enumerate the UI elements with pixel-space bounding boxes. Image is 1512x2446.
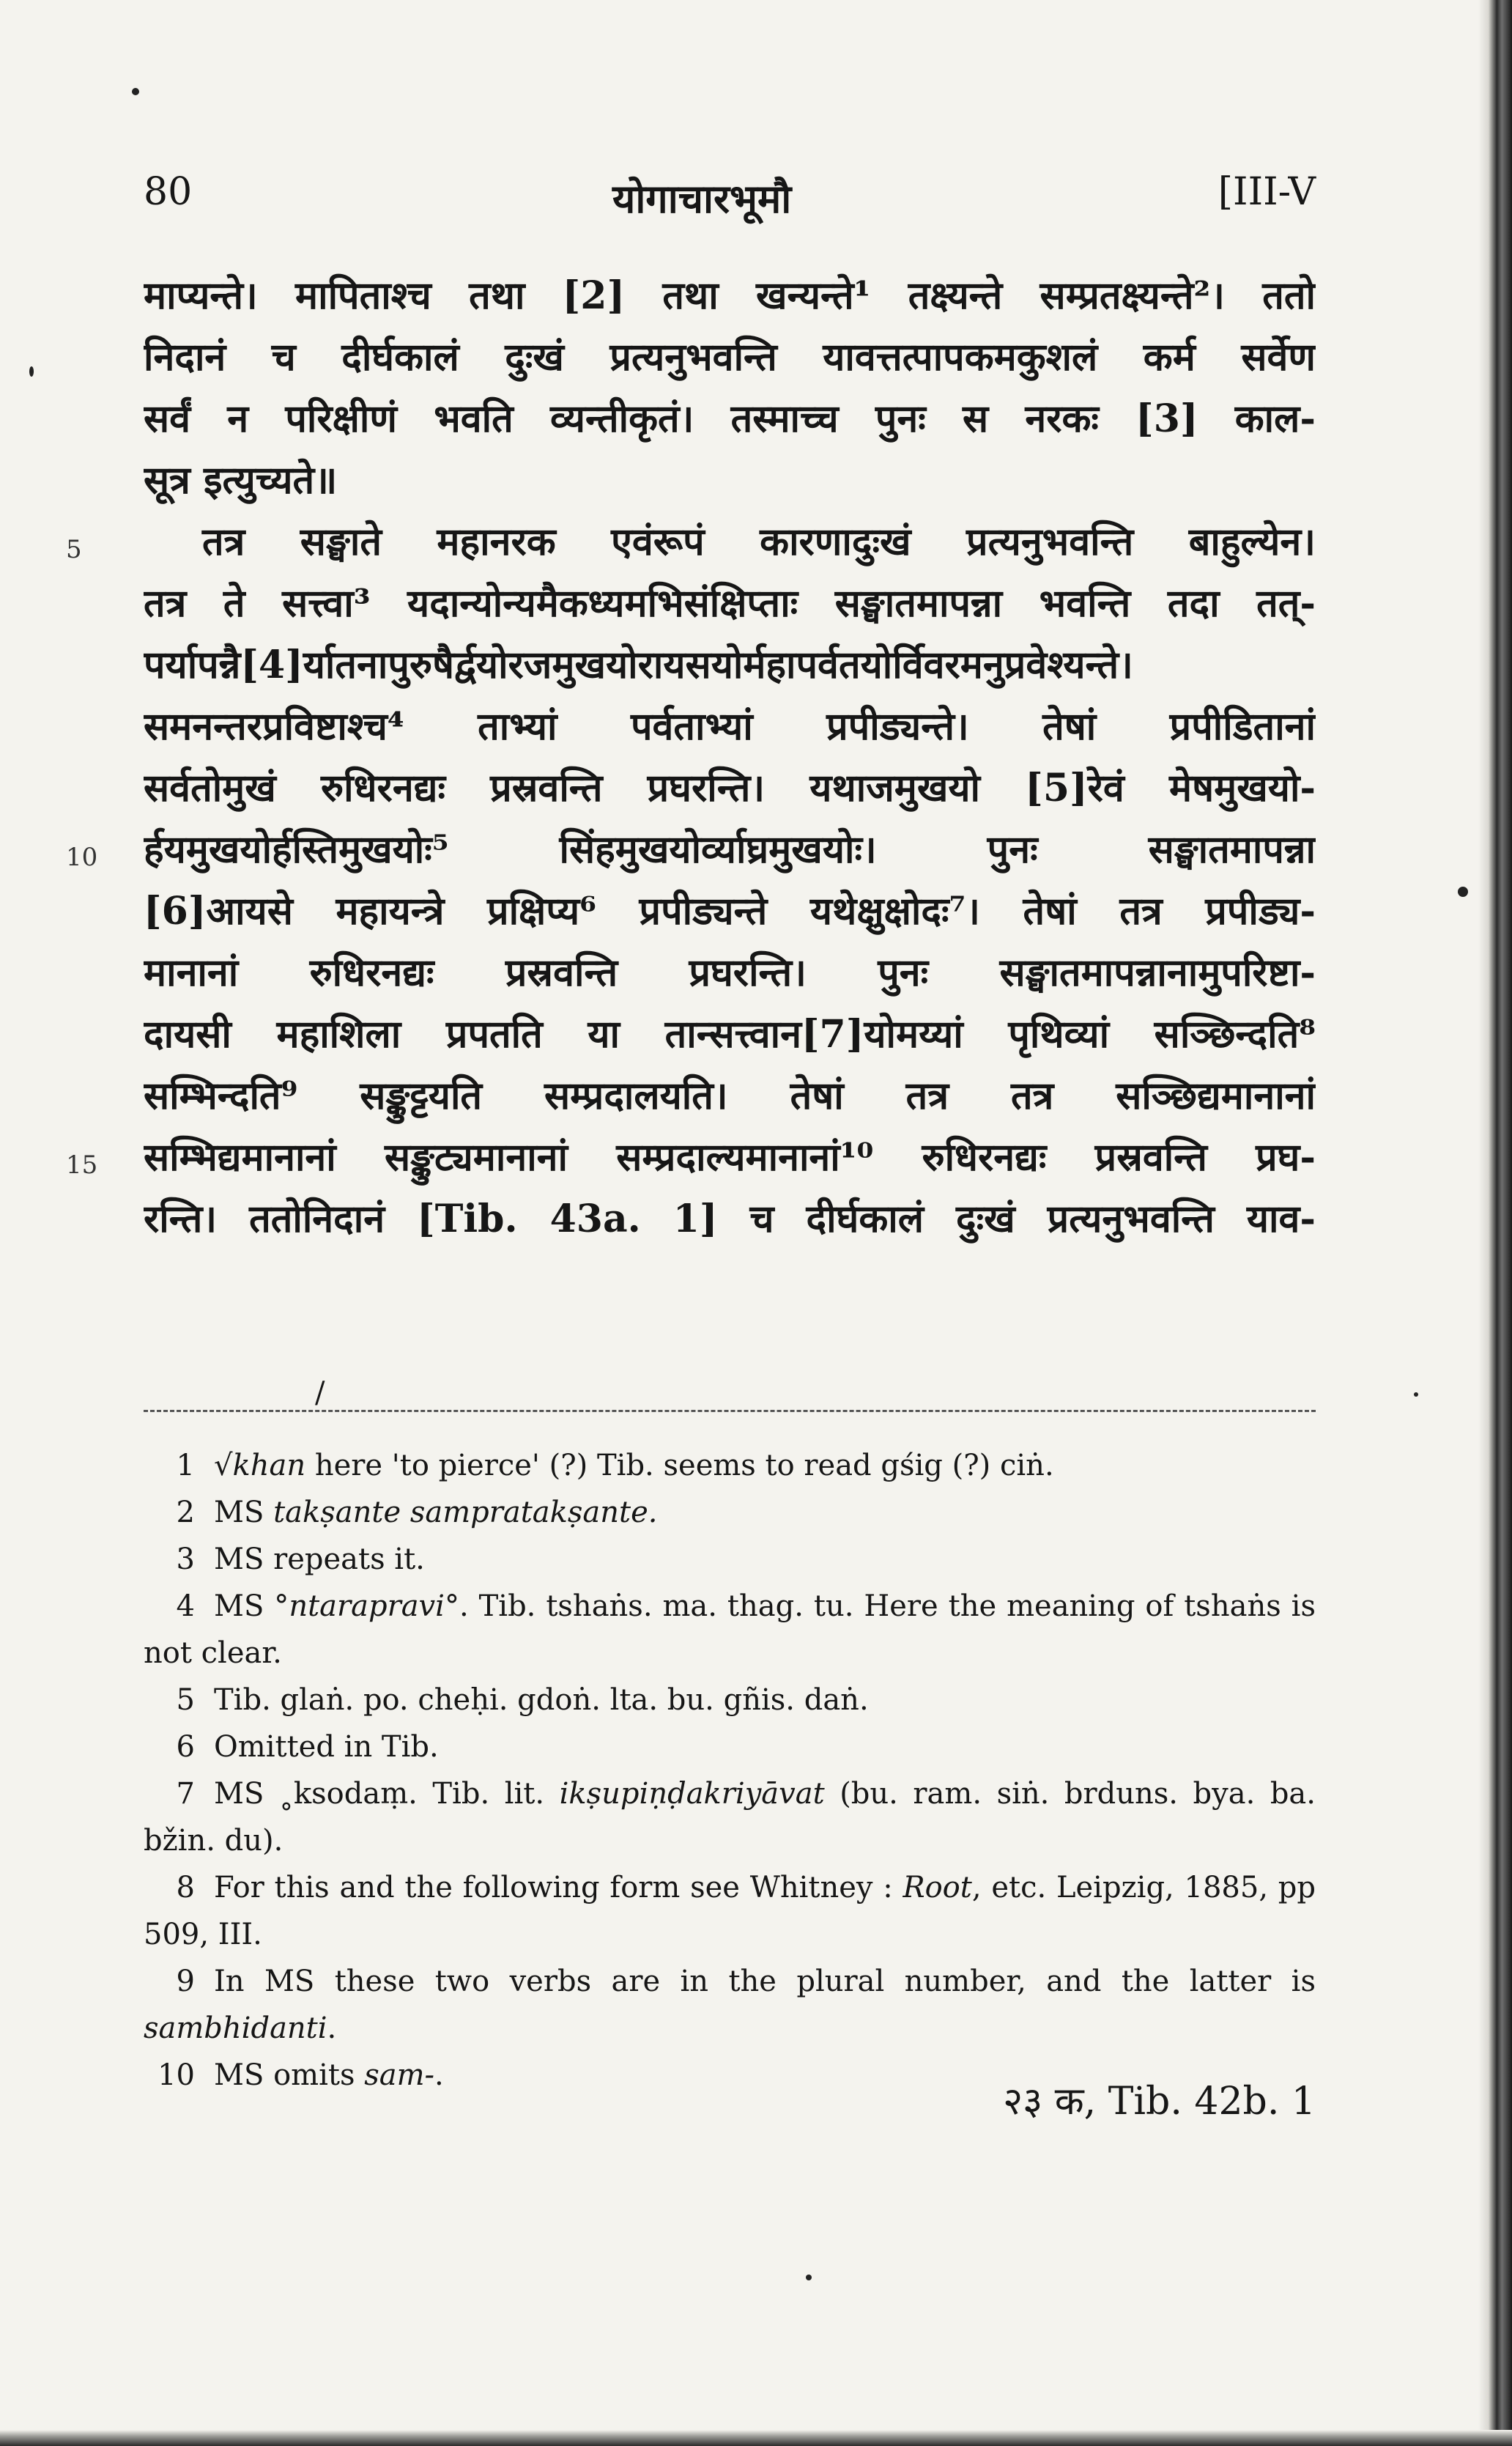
footnote-number: 9 (176, 1965, 195, 1998)
footnote-divider (144, 1410, 1316, 1412)
footnote-text: MS ° (214, 1589, 289, 1623)
footnote-number: 4 (176, 1589, 195, 1623)
section-reference: [III-V (1218, 170, 1316, 214)
text-line: तत्र सङ्घाते महानरक एवंरूपं कारणादुःखं प्रत्यनुभवन्ति बाहुल्येन। (202, 520, 1316, 564)
text-line: सर्वतोमुखं रुधिरनद्यः प्रस्रवन्ति प्रघरन्ति। यथाजमुखयो [5]रेवं मेषमुखयो- (144, 766, 1316, 810)
text-line: सम्भिद्यमानानां सङ्कुट्यमानानां सम्प्रदाल्यमानानां¹⁰ रुधिरनद्यः प्रस्रवन्ति प्रघ- (144, 1135, 1316, 1180)
text-line: पर्यापन्नै[4]र्यातनापुरुषैर्द्वयोरजमुखयोरायसयोर्महापर्वतयोर्विवरमनुप्रवेश्यन्ते। (144, 643, 1133, 687)
footnote-text: , etc. Leipzig, 1885, pp 509, III. (144, 1871, 1316, 1951)
footnote-text: MS omits (214, 2058, 365, 2092)
footnote-number: 1 (176, 1449, 195, 1482)
footnote-text: . (327, 2011, 337, 2045)
footnote-number: 2 (176, 1496, 195, 1529)
page-bottom-edge (0, 2430, 1512, 2446)
print-speck (29, 366, 34, 377)
footnote-text: In MS these two verbs are in the plural number, and the latter is (214, 1965, 1316, 1998)
footnote-italic: ikṣupiṇḍakriyāvat (559, 1777, 825, 1811)
footnote (144, 1536, 1316, 1583)
footnote (144, 1958, 1316, 2052)
text-line: सम्भिन्दति⁹ सङ्कुट्टयति सम्प्रदालयति। तेषां तत्र तत्र सञ्छिद्यमानानां (144, 1074, 1316, 1118)
footnote-text: here 'to pierce' (?) Tib. seems to read gśig (?) ciṅ. (305, 1449, 1054, 1482)
text-line: माप्यन्ते। मापिताश्च तथा [2] तथा खन्यन्ते¹ तक्ष्यन्ते सम्प्रतक्ष्यन्ते²। ततो (144, 273, 1316, 318)
footnotes-block (144, 1442, 1316, 2099)
footnote-number: 6 (176, 1730, 195, 1764)
line-number: 5 (66, 535, 82, 564)
footnote-text: Tib. glaṅ. po. cheḥi. gdoṅ. lta. bu. gñis. daṅ. (214, 1683, 869, 1717)
print-speck (132, 88, 139, 95)
footnote-italic: takṣante sampratakṣante. (273, 1496, 658, 1529)
footnote (144, 1770, 1316, 1864)
footnote (144, 1489, 1316, 1536)
footnote-italic: sam- (364, 2058, 435, 2092)
footnote (144, 1723, 1316, 1770)
footnote (144, 1583, 1316, 1677)
footnote-text: . (434, 2058, 444, 2092)
footnote-text: For this and the following form see Whitney : (214, 1871, 903, 1904)
footnote-italic: ntarapravi (289, 1589, 445, 1623)
footnote-text: °. Tib. tshaṅs. ma. thag. tu. Here the meaning of tshaṅs is not clear. (144, 1589, 1316, 1670)
footnote-text: MS repeats it. (214, 1542, 425, 1576)
text-line: सूत्र इत्युच्यते॥ (144, 458, 338, 503)
footnote-text: Omitted in Tib. (214, 1730, 439, 1764)
text-line: दायसी महाशिला प्रपतति या तान्सत्त्वान[7]योमय्यां पृथिव्यां सञ्छिन्दति⁸ (144, 1012, 1316, 1057)
footnote-number: 10 (158, 2058, 195, 2092)
text-line: [6]आयसे महायन्त्रे प्रक्षिप्य⁶ प्रपीड्यन्ते यथेक्षुक्षोदः⁷। तेषां तत्र प्रपीड्य- (144, 889, 1316, 934)
page-signature: २३ क, Tib. 42b. 1 (1003, 2080, 1316, 2124)
footnote (144, 1864, 1316, 1958)
footnote-number: 8 (176, 1871, 195, 1904)
footnote-italic: sambhidanti (144, 2011, 327, 2045)
page-number: 80 (144, 170, 193, 214)
text-line: मानानां रुधिरनद्यः प्रस्रवन्ति प्रघरन्ति। पुनः सङ्घातमापन्नानामुपरिष्टा- (144, 950, 1316, 995)
main-text-block (144, 265, 1316, 1250)
text-line: रन्ति। ततोनिदानं [Tib. 43a. 1] च दीर्घकालं दुःखं प्रत्यनुभवन्ति याव- (144, 1197, 1316, 1241)
footnote-number: 7 (176, 1777, 195, 1811)
footnote-text: MS ˳ksodaṃ. Tib. lit. (214, 1777, 560, 1811)
print-speck (1414, 1392, 1418, 1397)
binding-edge (1478, 0, 1512, 2446)
rule-mark: / (315, 1376, 325, 1410)
text-line: निदानं च दीर्घकालं दुःखं प्रत्यनुभवन्ति यावत्तत्पापकमकुशलं कर्म सर्वेण (144, 335, 1316, 380)
running-title: योगाचारभूमौ (612, 175, 792, 222)
footnote-text: (bu. ram. siṅ. brduns. bya. ba. bžin. du). (144, 1777, 1316, 1858)
text-line: र्हयमुखयोर्हस्तिमुखयोः⁵ सिंहमुखयोर्व्याघ्रमुखयोः। पुनः सङ्घातमापन्ना (144, 827, 1316, 872)
footnote-italic: Root (903, 1871, 972, 1904)
footnote (144, 1442, 1316, 1489)
line-number: 10 (66, 843, 98, 872)
footnote-number: 5 (176, 1683, 195, 1717)
footnote-italic: √khan (214, 1449, 306, 1482)
text-line: सर्वं न परिक्षीणं भवति व्यन्तीकृतं। तस्माच्च पुनः स नरकः [3] काल- (144, 396, 1316, 441)
line-number: 15 (66, 1150, 98, 1180)
footnote-number: 3 (176, 1542, 195, 1576)
footnote-text: MS (214, 1496, 274, 1529)
text-line: तत्र ते सत्त्वा³ यदान्योन्यमैकध्यमभिसंक्षिप्ताः सङ्घातमापन्ना भवन्ति तदा तत्- (144, 581, 1316, 626)
print-speck (1458, 887, 1468, 897)
print-speck (806, 2275, 812, 2280)
page-header (144, 170, 1316, 229)
footnote (144, 1677, 1316, 1723)
text-line: समनन्तरप्रविष्टाश्च⁴ ताभ्यां पर्वताभ्यां प्रपीड्यन्ते। तेषां प्रपीडितानां (144, 704, 1316, 749)
